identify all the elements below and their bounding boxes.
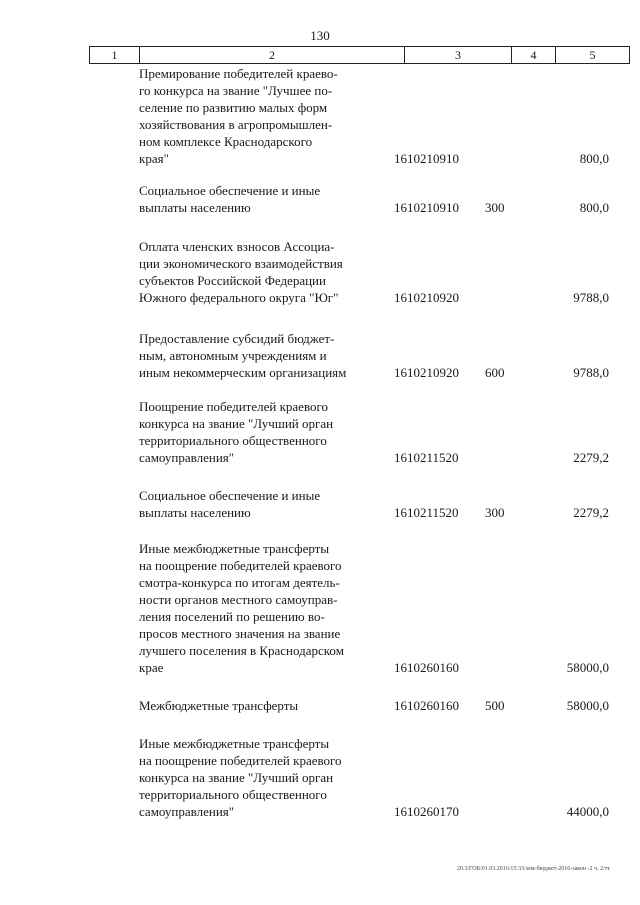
target-article-code: 1610211520: [394, 505, 459, 520]
description-line: конкурса на звание "Лучший орган: [139, 416, 334, 431]
description-line: Южного федерального округа "Юг": [139, 290, 339, 305]
expense-type-code: 600: [485, 365, 505, 380]
description-line: Иные межбюджетные трансферты: [139, 736, 330, 751]
amount: 44000,0: [566, 804, 609, 819]
budget-row: [139, 65, 609, 167]
target-article-code: 1610211520: [394, 450, 459, 465]
description-line: Межбюджетные трансферты: [139, 698, 299, 713]
row-description: [139, 238, 377, 306]
amount: 2279,2: [573, 505, 609, 520]
budget-row: [139, 540, 609, 676]
column-2-header: 2: [140, 47, 405, 64]
description-line: селение по развитию малых форм: [139, 100, 328, 115]
description-line: хозяйствования в агропромышлен-: [139, 117, 333, 132]
row-description: [139, 697, 377, 714]
description-line: лучшего поселения в Краснодарском: [139, 643, 344, 658]
column-5-header: 5: [556, 47, 630, 64]
description-line: Иные межбюджетные трансферты: [139, 541, 330, 556]
column-3-header: 3: [405, 47, 512, 64]
description-line: на поощрение победителей краевого: [139, 558, 342, 573]
amount: 2279,2: [573, 450, 609, 465]
target-article-code: 1610260160: [394, 698, 459, 713]
description-line: го конкурса на звание "Лучшее по-: [139, 83, 333, 98]
description-line: территориального общественного: [139, 787, 327, 802]
description-line: субъектов Российской Федерации: [139, 273, 326, 288]
amount: 800,0: [579, 200, 609, 215]
description-line: самоуправления": [139, 450, 235, 465]
row-description: [139, 735, 377, 820]
document-footer: 20.3/ГОБ/01.03.2016/15:33/зем-бюджет-2016-закон -2 ч. 2/тт: [456, 866, 610, 872]
budget-row: [139, 182, 609, 216]
expense-type-code: 300: [485, 505, 505, 520]
description-line: смотра-конкурса по итогам деятель-: [139, 575, 340, 590]
budget-row: [139, 238, 609, 306]
target-article-code: 1610260170: [394, 804, 459, 819]
column-header-table: [89, 46, 630, 64]
target-article-code: 1610210920: [394, 365, 459, 380]
row-description: [139, 330, 377, 381]
description-line: ления поселений по решению во-: [139, 609, 325, 624]
target-article-code: 1610210910: [394, 151, 459, 166]
amount: 800,0: [579, 151, 609, 166]
description-line: просов местного значения на звание: [139, 626, 341, 641]
description-line: самоуправления": [139, 804, 235, 819]
amount: 58000,0: [566, 698, 609, 713]
description-line: ным, автономным учреждениям и: [139, 348, 327, 363]
description-line: территориального общественного: [139, 433, 327, 448]
budget-row: [139, 735, 609, 820]
description-line: иным некоммерческим организациям: [139, 365, 347, 380]
description-line: конкурса на звание "Лучший орган: [139, 770, 334, 785]
description-line: Социальное обеспечение и иные: [139, 183, 321, 198]
row-description: [139, 65, 377, 167]
target-article-code: 1610260160: [394, 660, 459, 675]
description-line: Оплата членских взносов Ассоциа-: [139, 239, 335, 254]
description-line: ности органов местного самоуправ-: [139, 592, 338, 607]
budget-row: [139, 697, 609, 714]
column-1-header: 1: [90, 47, 140, 64]
target-article-code: 1610210910: [394, 200, 459, 215]
description-line: выплаты населению: [139, 200, 251, 215]
column-4-header: 4: [512, 47, 556, 64]
description-line: на поощрение победителей краевого: [139, 753, 342, 768]
amount: 9788,0: [573, 365, 609, 380]
target-article-code: 1610210920: [394, 290, 459, 305]
row-description: [139, 487, 377, 521]
budget-row: [139, 398, 609, 466]
expense-type-code: 500: [485, 698, 505, 713]
page-number: 130: [310, 28, 330, 43]
description-line: выплаты населению: [139, 505, 251, 520]
budget-row: [139, 487, 609, 521]
description-line: ном комплексе Краснодарского: [139, 134, 313, 149]
amount: 58000,0: [566, 660, 609, 675]
row-description: [139, 182, 377, 216]
description-line: крае: [139, 660, 164, 675]
row-description: [139, 540, 377, 676]
description-line: ции экономического взаимодействия: [139, 256, 343, 271]
description-line: Поощрение победителей краевого: [139, 399, 329, 414]
description-line: Премирование победителей краево-: [139, 66, 338, 81]
row-description: [139, 398, 377, 466]
budget-row: [139, 330, 609, 381]
description-line: Социальное обеспечение и иные: [139, 488, 321, 503]
amount: 9788,0: [573, 290, 609, 305]
description-line: края": [139, 151, 169, 166]
description-line: Предоставление субсидий бюджет-: [139, 331, 335, 346]
expense-type-code: 300: [485, 200, 505, 215]
